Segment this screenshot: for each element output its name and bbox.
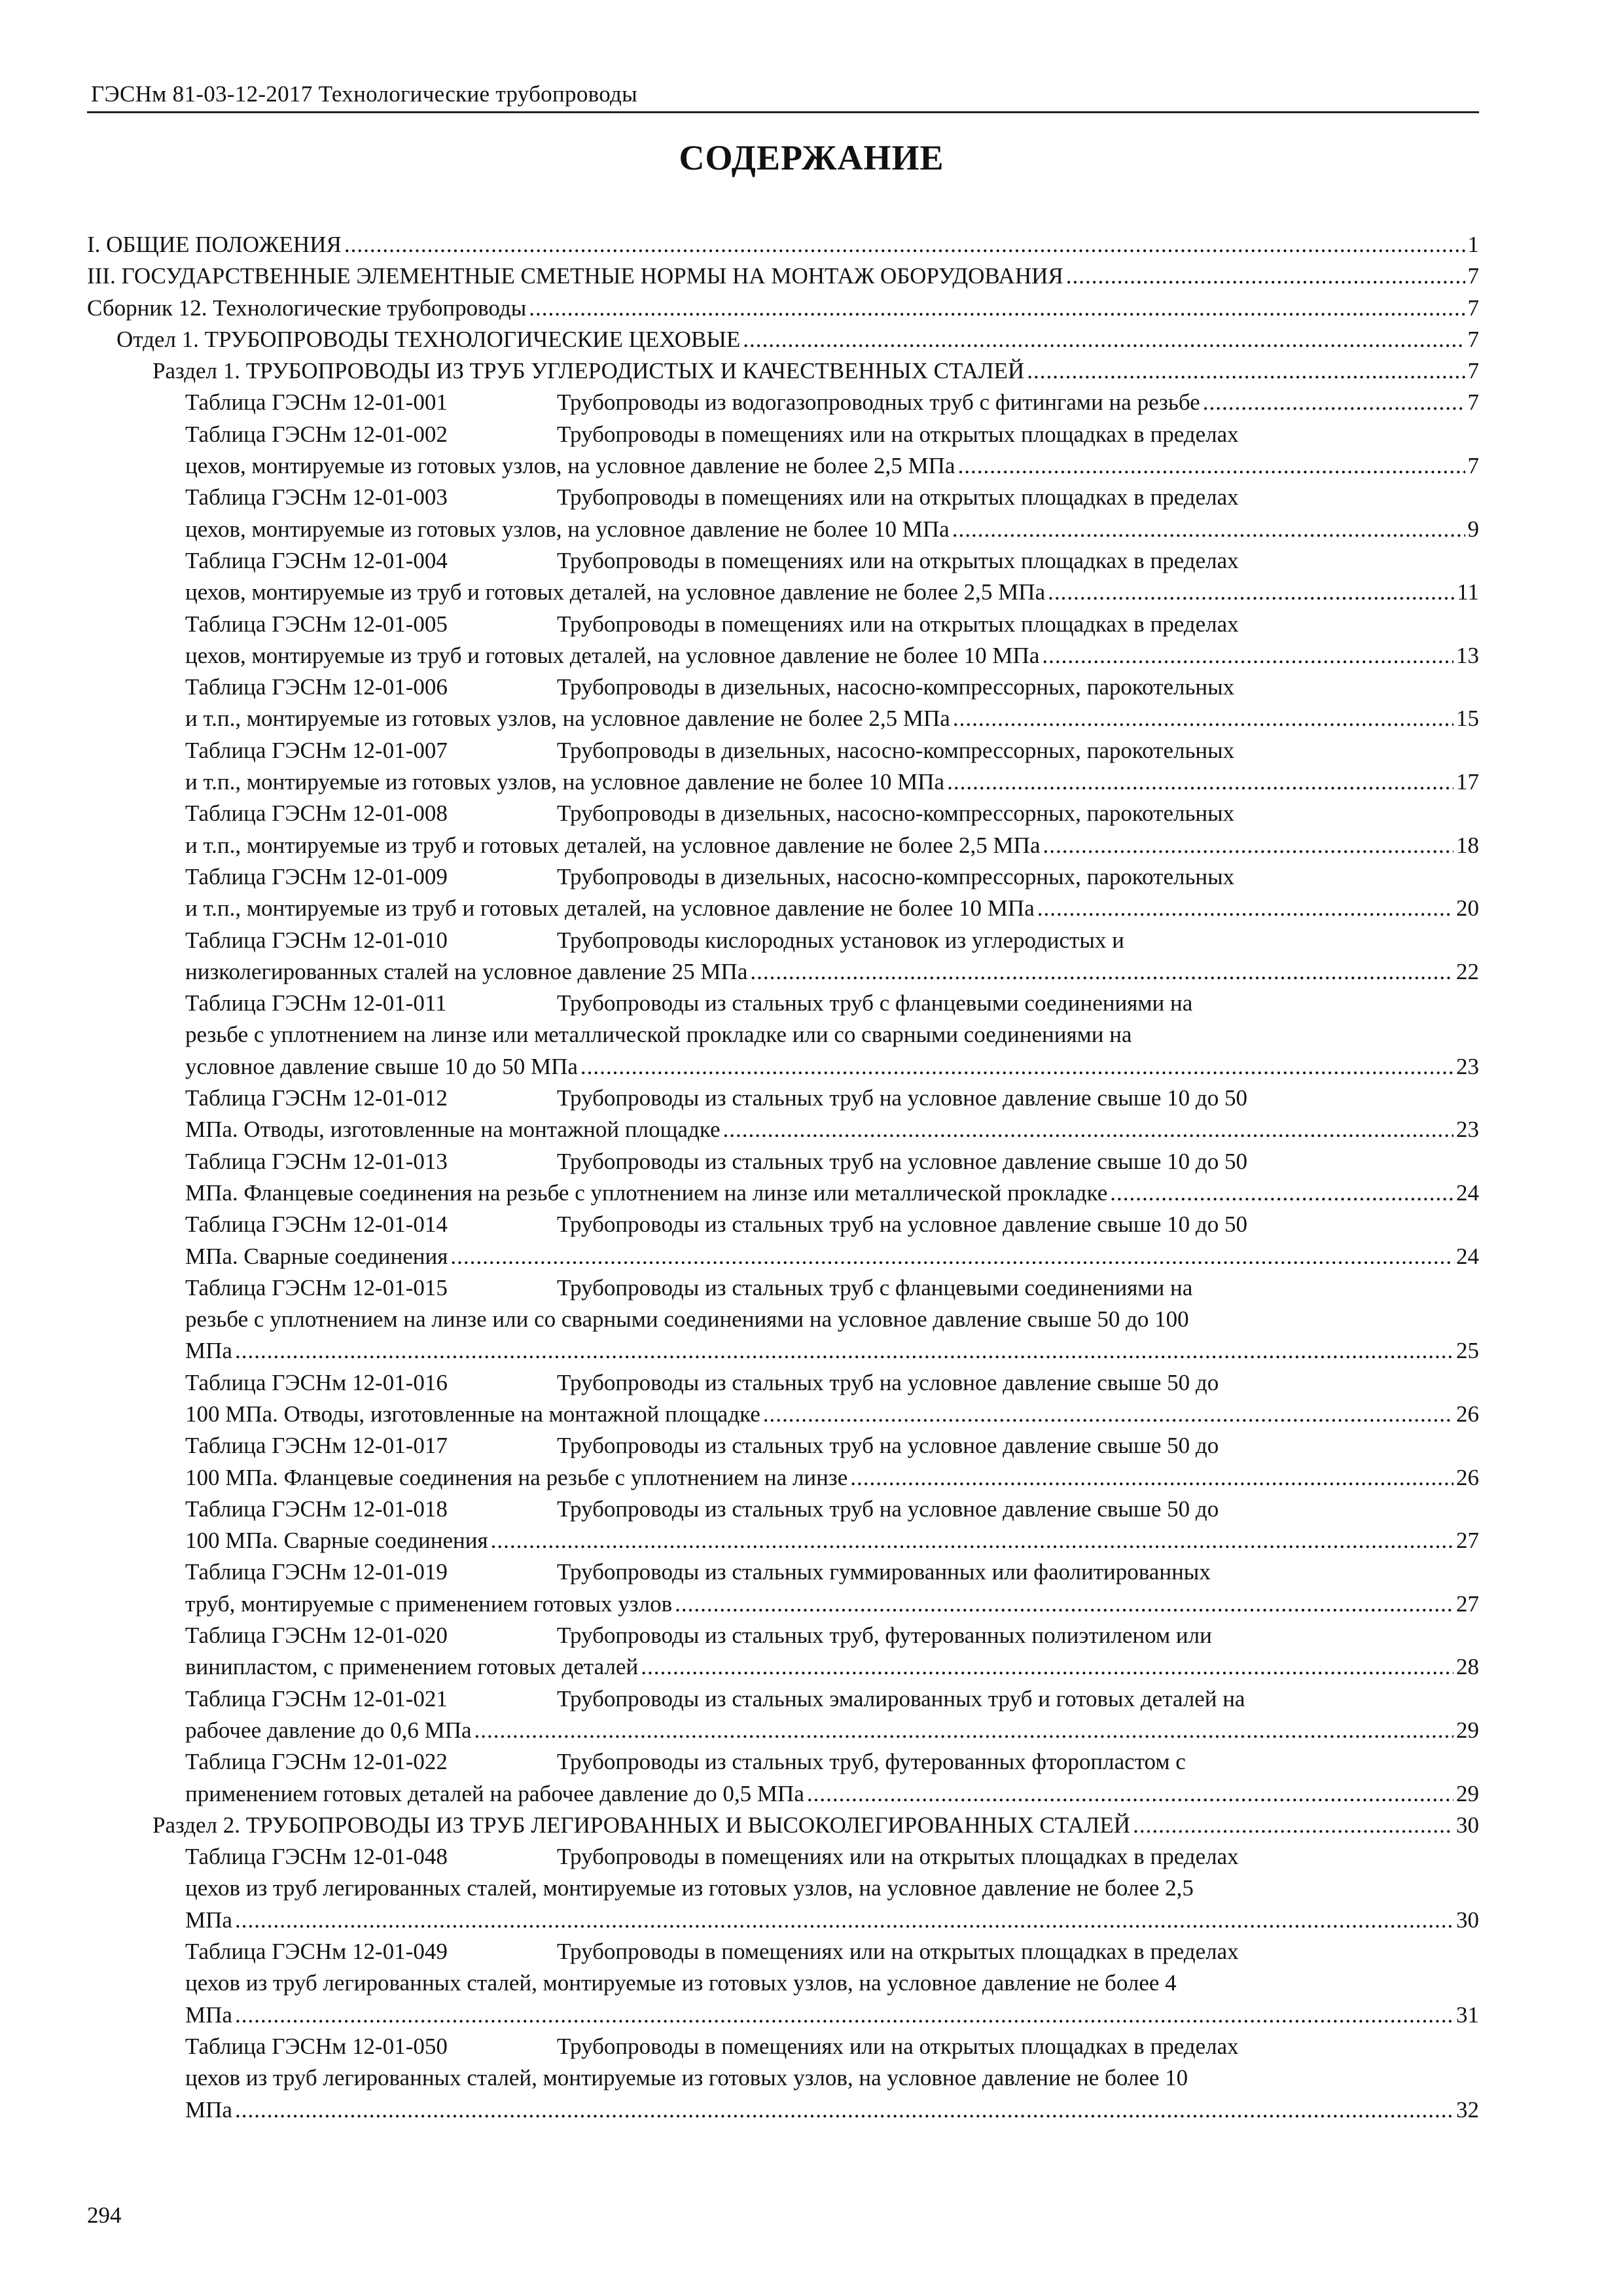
toc-entry-text: Трубопроводы из стальных эмалированных труб и готовых деталей на [557, 1685, 1245, 1712]
toc-entry-text: цехов из труб легированных сталей, монтируемые из готовых узлов, на условное давление не более 2,5 [185, 1875, 1194, 1901]
toc-page-number: 26 [1456, 1464, 1479, 1490]
toc-table-entry[interactable] [87, 387, 1479, 418]
toc-page-number: 27 [1456, 1590, 1479, 1617]
toc-entry-text: Сборник 12. Технологические трубопроводы [87, 295, 527, 321]
toc-table-code: Таблица ГЭСНм 12-01-004 [185, 547, 448, 573]
toc-page-number: 26 [1456, 1401, 1479, 1427]
dot-leader [1042, 640, 1454, 672]
dot-leader [235, 1905, 1454, 1936]
toc-table-code: Таблица ГЭСНм 12-01-020 [185, 1623, 448, 1649]
toc-page-number: 7 [1467, 358, 1479, 384]
dot-leader [580, 1051, 1454, 1083]
toc-table-entry[interactable] [87, 1146, 1479, 1210]
toc-entry-text: Трубопроводы в дизельных, насосно-компрессорных, парокотельных [557, 737, 1235, 763]
toc-section-entry[interactable] [87, 260, 1479, 292]
toc-entry-text: МПа [185, 1338, 232, 1364]
dot-leader [807, 1778, 1454, 1810]
running-header [87, 77, 1479, 113]
dot-leader [1027, 355, 1465, 387]
page-number: 294 [87, 2202, 122, 2228]
toc-table-code: Таблица ГЭСНм 12-01-015 [185, 1274, 448, 1300]
toc-table-code: Таблица ГЭСНм 12-01-002 [185, 421, 448, 447]
toc-entry-text: и т.п., монтируемые из готовых узлов, на условное давление не более 10 МПа [185, 769, 945, 795]
toc-entry-text: резьбе с уплотнением на линзе или металлической прокладке или со сварными соединениями на [185, 1022, 1132, 1048]
toc-table-entry[interactable] [87, 419, 1479, 482]
toc-table-code: Таблица ГЭСНм 12-01-049 [185, 1939, 448, 1965]
toc-page-number: 24 [1456, 1179, 1479, 1206]
toc-entry-text: Трубопроводы из стальных труб с фланцевыми соединениями на [557, 990, 1193, 1016]
toc-entry-text: Трубопроводы в помещениях или на открытых площадках в пределах [557, 421, 1239, 447]
toc-table-entry[interactable] [87, 1083, 1479, 1146]
toc-table-code: Таблица ГЭСНм 12-01-016 [185, 1369, 448, 1395]
toc-entry-text: Трубопроводы из стальных труб на условное давление свыше 50 до [557, 1433, 1219, 1459]
toc-page-number: 22 [1456, 958, 1479, 984]
toc-table-code: Таблица ГЭСНм 12-01-050 [185, 2033, 448, 2059]
toc-entry-text: МПа. Сварные соединения [185, 1243, 448, 1269]
toc-table-code: Таблица ГЭСНм 12-01-012 [185, 1085, 448, 1111]
toc-entry-text: Трубопроводы из стальных труб на условное давление свыше 50 до [557, 1369, 1219, 1395]
toc-entry-text: Отдел 1. ТРУБОПРОВОДЫ ТЕХНОЛОГИЧЕСКИЕ ЦЕХОВЫЕ [116, 326, 741, 352]
toc-section-entry[interactable] [87, 355, 1479, 387]
toc-page-number: 27 [1456, 1528, 1479, 1554]
dot-leader [474, 1715, 1454, 1746]
toc-entry-text: Трубопроводы кислородных установок из углеродистых и [557, 927, 1124, 953]
toc-section-entry[interactable] [87, 1810, 1479, 1841]
toc-table-code: Таблица ГЭСНм 12-01-001 [185, 389, 448, 416]
toc-entry-text: 100 МПа. Фланцевые соединения на резьбе с уплотнением на линзе [185, 1464, 848, 1490]
toc-table-entry[interactable] [87, 672, 1479, 735]
dot-leader [344, 229, 1465, 260]
toc-page-number: 20 [1456, 895, 1479, 922]
dot-leader [763, 1399, 1454, 1430]
toc-table-entry[interactable] [87, 1430, 1479, 1494]
toc-page-number: 11 [1457, 579, 1479, 605]
toc-page-number: 9 [1467, 516, 1479, 542]
toc-page-number: 32 [1456, 2096, 1479, 2123]
running-title: ГЭСНм 81-03-12-2017 Технологические трубопроводы [91, 81, 637, 107]
toc-entry-text: Трубопроводы из стальных гуммированных или фаолитированных [557, 1559, 1211, 1585]
toc-entry-text: Трубопроводы из стальных труб на условное давление свыше 10 до 50 [557, 1085, 1247, 1111]
dot-leader [957, 450, 1465, 482]
toc-entry-text: Трубопроводы в помещениях или на открытых площадках в пределах [557, 547, 1239, 573]
dot-leader [1203, 387, 1465, 418]
dot-leader [947, 766, 1454, 798]
toc-entry-text: Трубопроводы из стальных труб на условное давление свыше 10 до 50 [557, 1148, 1247, 1174]
toc-table-entry[interactable] [87, 545, 1479, 609]
toc-entry-text: цехов из труб легированных сталей, монтируемые из готовых узлов, на условное давление не более 10 [185, 2065, 1188, 2091]
toc-table-entry[interactable] [87, 925, 1479, 988]
toc-table-code: Таблица ГЭСНм 12-01-021 [185, 1685, 448, 1712]
toc-entry-text: МПа. Фланцевые соединения на резьбе с уплотнением на линзе или металлической прокладке [185, 1179, 1108, 1206]
toc-table-entry[interactable] [87, 1936, 1479, 2031]
dot-leader [235, 2000, 1454, 2031]
toc-entry-text: и т.п., монтируемые из труб и готовых деталей, на условное давление не более 10 МПа [185, 895, 1035, 922]
page-title: СОДЕРЖАНИЕ [679, 138, 944, 177]
toc-entry-text: Трубопроводы из стальных труб, футерованных полиэтиленом или [557, 1623, 1212, 1649]
dot-leader [1037, 893, 1454, 924]
toc-table-entry[interactable] [87, 861, 1479, 925]
toc-entry-text: труб, монтируемые с применением готовых узлов [185, 1590, 673, 1617]
toc-page-number: 25 [1456, 1338, 1479, 1364]
toc-page-number: 1 [1467, 232, 1479, 257]
toc-table-entry[interactable] [87, 1683, 1479, 1747]
toc-entry-text: Трубопроводы в дизельных, насосно-компрессорных, парокотельных [557, 863, 1235, 889]
toc-entry-text: условное давление свыше 10 до 50 МПа [185, 1053, 578, 1079]
toc-page-number: 24 [1456, 1243, 1479, 1269]
toc-entry-text: 100 МПа. Отводы, изготовленные на монтажной площадке [185, 1401, 760, 1427]
toc-entry-text: и т.п., монтируемые из готовых узлов, на условное давление не более 2,5 МПа [185, 706, 950, 732]
toc-table-code: Таблица ГЭСНм 12-01-008 [185, 800, 448, 827]
toc-section-entry[interactable] [87, 229, 1479, 260]
toc-page-number: 29 [1456, 1780, 1479, 1806]
toc-entry-text: Трубопроводы в помещениях или на открытых площадках в пределах [557, 484, 1239, 511]
toc-entry-text: Трубопроводы из стальных труб на условное давление свыше 50 до [557, 1496, 1219, 1522]
toc-entry-text: МПа [185, 2096, 232, 2123]
toc-entry-text: Трубопроводы в помещениях или на открытых площадках в пределах [557, 611, 1239, 637]
toc-table-entry[interactable] [87, 2031, 1479, 2126]
toc-entry-text: Трубопроводы из стальных труб на условное давление свыше 10 до 50 [557, 1211, 1247, 1238]
toc-page-number: 18 [1456, 832, 1479, 858]
dot-leader [1066, 260, 1465, 292]
toc-entry-text: применением готовых деталей на рабочее давление до 0,5 МПа [185, 1780, 804, 1806]
toc-table-entry[interactable] [87, 1367, 1479, 1431]
toc-table-code: Таблица ГЭСНм 12-01-006 [185, 674, 448, 700]
toc-page-number: 23 [1456, 1053, 1479, 1079]
toc-page-number: 7 [1467, 453, 1479, 479]
toc-entry-text: Трубопроводы в дизельных, насосно-компрессорных, парокотельных [557, 800, 1235, 827]
toc-entry-text: МПа. Отводы, изготовленные на монтажной площадке [185, 1117, 721, 1143]
toc-table-entry[interactable] [87, 1620, 1479, 1683]
toc-entry-text: цехов, монтируемые из готовых узлов, на условное давление не более 2,5 МПа [185, 453, 955, 479]
toc-entry-text: Трубопроводы в помещениях или на открытых площадках в пределах [557, 1844, 1239, 1870]
toc-entry-text: III. ГОСУДАРСТВЕННЫЕ ЭЛЕМЕНТНЫЕ СМЕТНЫЕ НОРМЫ НА МОНТАЖ ОБОРУДОВАНИЯ [87, 263, 1063, 289]
toc-page-number: 7 [1467, 295, 1479, 321]
toc-table-code: Таблица ГЭСНм 12-01-009 [185, 863, 448, 889]
toc-section-entry[interactable] [87, 324, 1479, 355]
toc-page-number: 23 [1456, 1117, 1479, 1143]
toc-table-code: Таблица ГЭСНм 12-01-010 [185, 927, 448, 953]
dot-leader [850, 1462, 1454, 1494]
toc-page-number: 30 [1456, 1812, 1479, 1838]
toc-table-entry[interactable] [87, 735, 1479, 798]
toc-entry-text: 100 МПа. Сварные соединения [185, 1528, 488, 1554]
toc-table-code: Таблица ГЭСНм 12-01-022 [185, 1749, 448, 1775]
toc-table-entry[interactable] [87, 1746, 1479, 1810]
toc-entry-text: I. ОБЩИЕ ПОЛОЖЕНИЯ [87, 232, 342, 257]
toc-table-entry[interactable] [87, 1841, 1479, 1936]
toc-entry-text: цехов из труб легированных сталей, монтируемые из готовых узлов, на условное давление не более 4 [185, 1970, 1177, 1996]
toc-entry-text: рабочее давление до 0,6 МПа [185, 1717, 472, 1743]
toc-table-code: Таблица ГЭСНм 12-01-011 [185, 990, 447, 1016]
dot-leader [1133, 1810, 1454, 1841]
dot-leader [743, 324, 1465, 355]
dot-leader [529, 293, 1465, 324]
dot-leader [641, 1651, 1454, 1683]
toc-table-code: Таблица ГЭСНм 12-01-048 [185, 1844, 448, 1870]
toc-entry-text: цехов, монтируемые из труб и готовых деталей, на условное давление не более 2,5 МПа [185, 579, 1046, 605]
toc-entry-text: резьбе с уплотнением на линзе или со сварными соединениями на условное давление свыше 50 до 100 [185, 1306, 1189, 1333]
toc-entry-text: винипластом, с применением готовых деталей [185, 1654, 639, 1680]
dot-leader [235, 1335, 1454, 1367]
dot-leader [953, 703, 1454, 734]
dot-leader [952, 514, 1465, 545]
dot-leader [1043, 830, 1454, 861]
dot-leader [1110, 1177, 1454, 1209]
toc-page-number: 13 [1456, 642, 1479, 668]
toc-entry-text: низколегированных сталей на условное давление 25 МПа [185, 958, 748, 984]
toc-entry-text: Трубопроводы в дизельных, насосно-компрессорных, парокотельных [557, 674, 1235, 700]
toc-page-number: 7 [1467, 389, 1479, 416]
toc-table-code: Таблица ГЭСНм 12-01-018 [185, 1496, 448, 1522]
toc-table-entry[interactable] [87, 1556, 1479, 1620]
toc-page-number: 7 [1467, 263, 1479, 289]
toc-table-entry[interactable] [87, 609, 1479, 672]
dot-leader [235, 2094, 1454, 2126]
toc-table-code: Таблица ГЭСНм 12-01-019 [185, 1559, 448, 1585]
dot-leader [723, 1114, 1454, 1145]
toc-entry-text: Трубопроводы из стальных труб, футерованных фторопластом с [557, 1749, 1186, 1775]
toc-table-entry[interactable] [87, 1209, 1479, 1272]
dot-leader [675, 1588, 1454, 1620]
toc-table-code: Таблица ГЭСНм 12-01-003 [185, 484, 448, 511]
table-of-contents [87, 229, 1479, 2126]
toc-table-entry[interactable] [87, 988, 1479, 1083]
toc-table-code: Таблица ГЭСНм 12-01-017 [185, 1433, 448, 1459]
toc-page-number: 28 [1456, 1654, 1479, 1680]
toc-page-number: 29 [1456, 1717, 1479, 1743]
dot-leader [1048, 577, 1454, 608]
toc-page-number: 17 [1456, 769, 1479, 795]
toc-entry-text: Трубопроводы из водогазопроводных труб с фитингами на резьбе [557, 389, 1200, 416]
toc-table-entry[interactable] [87, 1272, 1479, 1367]
toc-page-number: 31 [1456, 2001, 1479, 2028]
toc-section-entry[interactable] [87, 293, 1479, 324]
toc-entry-text: цехов, монтируемые из готовых узлов, на условное давление не более 10 МПа [185, 516, 950, 542]
toc-table-entry[interactable] [87, 482, 1479, 545]
toc-table-code: Таблица ГЭСНм 12-01-013 [185, 1148, 448, 1174]
toc-table-code: Таблица ГЭСНм 12-01-007 [185, 737, 448, 763]
toc-entry-text: Раздел 2. ТРУБОПРОВОДЫ ИЗ ТРУБ ЛЕГИРОВАННЫХ И ВЫСОКОЛЕГИРОВАННЫХ СТАЛЕЙ [152, 1812, 1131, 1838]
toc-entry-text: и т.п., монтируемые из труб и готовых деталей, на условное давление не более 2,5 МПа [185, 832, 1041, 858]
toc-table-code: Таблица ГЭСНм 12-01-014 [185, 1211, 448, 1238]
toc-table-entry[interactable] [87, 1494, 1479, 1557]
toc-entry-text: Трубопроводы в помещениях или на открытых площадках в пределах [557, 2033, 1239, 2059]
toc-entry-text: МПа [185, 1907, 232, 1933]
toc-table-code: Таблица ГЭСНм 12-01-005 [185, 611, 448, 637]
toc-entry-text: Раздел 1. ТРУБОПРОВОДЫ ИЗ ТРУБ УГЛЕРОДИСТЫХ И КАЧЕСТВЕННЫХ СТАЛЕЙ [152, 358, 1025, 384]
toc-table-entry[interactable] [87, 798, 1479, 861]
dot-leader [450, 1241, 1454, 1272]
dot-leader [750, 956, 1454, 988]
toc-entry-text: Трубопроводы из стальных труб с фланцевыми соединениями на [557, 1274, 1193, 1300]
toc-entry-text: Трубопроводы в помещениях или на открытых площадках в пределах [557, 1939, 1239, 1965]
toc-entry-text: цехов, монтируемые из труб и готовых деталей, на условное давление не более 10 МПа [185, 642, 1040, 668]
toc-page-number: 7 [1467, 326, 1479, 352]
toc-page-number: 30 [1456, 1907, 1479, 1933]
dot-leader [491, 1525, 1454, 1556]
toc-entry-text: МПа [185, 2001, 232, 2028]
toc-page-number: 15 [1456, 706, 1479, 732]
